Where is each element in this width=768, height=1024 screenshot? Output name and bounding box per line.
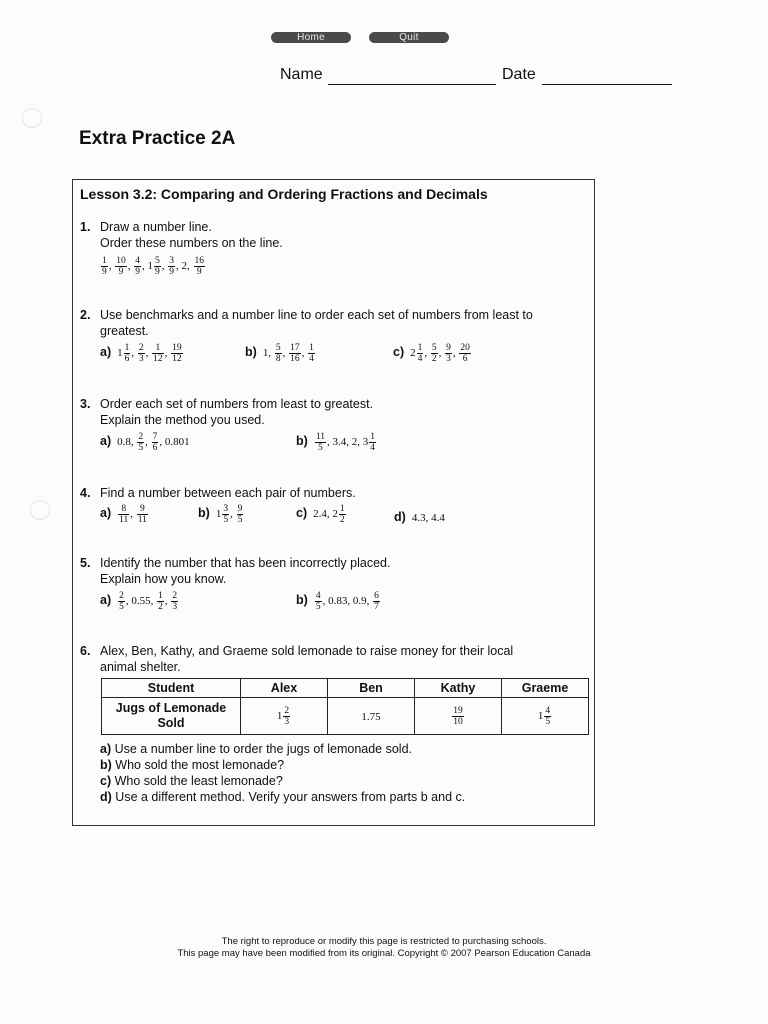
question-text-line: Use benchmarks and a number line to order each set of numbers from least to — [100, 308, 533, 322]
list-item: b) Who sold the most lemonade? — [100, 758, 285, 772]
name-label: Name — [280, 66, 323, 83]
list-item: a) Use a number line to order the jugs of lemonade sold. — [100, 742, 413, 756]
question-text-line: greatest. — [100, 324, 149, 338]
q2-part-b: b) 1, $\frac{5}{8}$ , $\frac{17}{16}$ , $\frac{1}{4}$ — [245, 343, 314, 364]
q4-part-a: a) $\frac{8}{11}$ , $\frac{9}{11}$ — [100, 504, 147, 525]
graeme-value: 1 $\frac{4}{5}$ — [502, 698, 589, 735]
q4-part-c: c) 2.4, 2 $\frac{1}{2}$ — [296, 504, 345, 525]
question-1-text — [100, 219, 283, 251]
question-text-line: Draw a number line. — [100, 220, 212, 234]
question-number: 2. — [80, 308, 91, 322]
q2-part-c: c) 2 $\frac{1}{4}$ , $\frac{5}{2}$ , $\frac{9}{3}$ , $\frac{20}{6}$ — [393, 343, 470, 364]
question-text-line: animal shelter. — [100, 660, 181, 674]
question-2-text — [100, 307, 533, 339]
q1-numbers: $\frac{1}{9}$ , $\frac{10}{9}$ , $\frac{4}{9}$ , 1 $\frac{5}{9}$ , $\frac{3}{9}$ , 2, $\frac{16}{9}$ — [102, 256, 204, 277]
question-6-text — [100, 643, 513, 675]
question-number: 6. — [80, 644, 91, 658]
date-label: Date — [502, 66, 536, 83]
list-item: c) Who sold the least lemonade? — [100, 774, 283, 788]
table-header-row — [102, 679, 589, 698]
name-field[interactable] — [328, 84, 496, 85]
column-header: Ben — [328, 679, 415, 698]
question-text-line: Order each set of numbers from least to greatest. — [100, 397, 374, 411]
q3-part-b: b) $\frac{11}{5}$ , 3.4, 2, 3 $\frac{1}{4}$ — [296, 432, 375, 453]
question-text-line: Identify the number that has been incorrectly placed. — [100, 556, 391, 570]
question-3-text — [100, 396, 373, 428]
lesson-title: Lesson 3.2: Comparing and Ordering Fractions and Decimals — [80, 186, 488, 202]
column-header: Alex — [241, 679, 328, 698]
q3-part-a: a) 0.8, $\frac{2}{5}$ , $\frac{7}{6}$ , 0.801 — [100, 432, 190, 453]
table-row — [102, 698, 589, 735]
q4-part-d: d) 4.3, 4.4 — [394, 510, 445, 524]
question-5-text — [100, 555, 390, 587]
question-text-line: Alex, Ben, Kathy, and Graeme sold lemonade to raise money for their local — [100, 644, 514, 658]
q6-parts — [100, 741, 465, 805]
quit-button[interactable]: Quit — [369, 32, 449, 43]
lemonade-table — [101, 678, 589, 735]
column-header: Graeme — [502, 679, 589, 698]
question-number: 1. — [80, 220, 91, 234]
footer-line-1: The right to reproduce or modify this page is restricted to purchasing schools. — [221, 936, 547, 947]
list-item: d) Use a different method. Verify your answers from parts b and c. — [100, 790, 466, 804]
alex-value: 1 $\frac{2}{3}$ — [241, 698, 328, 735]
question-number: 4. — [80, 486, 91, 500]
kathy-value: $\frac{19}{10}$ — [415, 698, 502, 735]
q4-part-b: b) 1 $\frac{3}{5}$ , $\frac{9}{5}$ — [198, 504, 243, 525]
question-number: 5. — [80, 556, 91, 570]
q2-part-a: a) 1 $\frac{1}{6}$ , $\frac{2}{3}$ , $\frac{1}{12}$ , $\frac{19}{12}$ — [100, 343, 182, 364]
scan-speck — [22, 108, 42, 128]
column-header: Kathy — [415, 679, 502, 698]
question-text-line: Order these numbers on the line. — [100, 236, 283, 250]
ben-value: 1.75 — [328, 698, 415, 735]
footer-line-2: This page may have been modified from its original. Copyright © 2007 Pearson Education Canada — [177, 948, 591, 959]
home-button[interactable]: Home — [271, 32, 351, 43]
question-text-line: Explain how you know. — [100, 572, 227, 586]
question-text-line: Explain the method you used. — [100, 413, 265, 427]
row-label: Jugs of Lemonade Sold — [102, 698, 241, 735]
q5-part-b: b) $\frac{4}{5}$ , 0.83, 0.9, $\frac{6}{7}$ — [296, 591, 379, 612]
page-title: Extra Practice 2A — [79, 128, 236, 149]
question-4-text: Find a number between each pair of numbers. — [100, 486, 356, 500]
column-header: Student — [102, 679, 241, 698]
scan-speck — [30, 500, 50, 520]
question-number: 3. — [80, 397, 91, 411]
date-field[interactable] — [542, 84, 672, 85]
q5-part-a: a) $\frac{2}{5}$ , 0.55, $\frac{1}{2}$ , $\frac{2}{3}$ — [100, 591, 178, 612]
